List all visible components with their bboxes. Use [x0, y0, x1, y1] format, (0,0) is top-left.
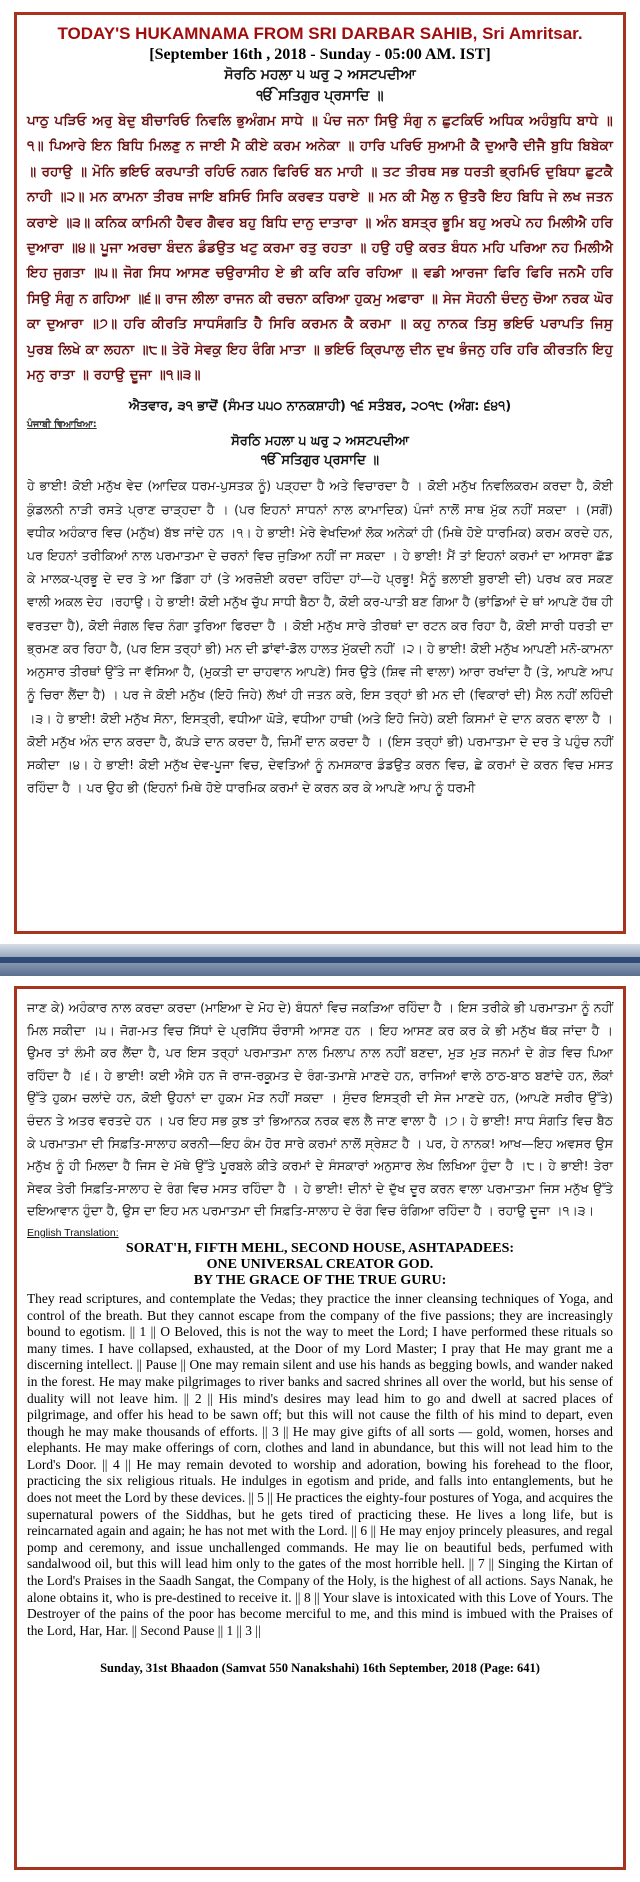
- punjabi-explanation-part-2: ਜਾਣ ਕੇ) ਅਹੰਕਾਰ ਨਾਲ ਕਰਦਾ ਕਰਦਾ (ਮਾਇਆ ਦੇ ਮੋਹ ਦੇ) ਬੰਧਨਾਂ ਵਿਚ ਜਕੜਿਆ ਰਹਿੰਦਾ ਹੈ । ਇਸ ਤਰੀਕੇ ਭੀ ਪਰਮਾਤਮਾ ਨੂੰ ਨਹੀਂ ਮਿਲ ਸਕੀਦਾ ।੫। ਜੋਗ-ਮਤ ਵਿਚ ਸਿੱਧਾਂ ਦੇ ਪ੍ਰਸਿੱਧ ਚੌਰਾਸੀ ਆਸਣ ਹਨ । ਇਹ ਆਸਣ ਕਰ ਕਰ ਕੇ ਭੀ ਮਨੁੱਖ ਥੱਕ ਜਾਂਦਾ ਹੈ । ਉਮਰ ਤਾਂ ਲੰਮੀ ਕਰ ਲੈਂਦਾ ਹੈ, ਪਰ ਇਸ ਤਰ੍ਹਾਂ ਪਰਮਾਤਮਾ ਨਾਲ ਮਿਲਾਪ ਨਾਲ ਨਹੀਂ ਬਣਦਾ, ਮੁੜ ਮੁੜ ਜਨਮਾਂ ਦੇ ਗੇੜ ਵਿਚ ਪਿਆ ਰਹਿੰਦਾ ਹੈ ।੬। ਹੇ ਭਾਈ! ਕਈ ਐਸੇ ਹਨ ਜੋ ਰਾਜ-ਰਕੂਮਤ ਦੇ ਰੰਗ-ਤਮਾਸ਼ੇ ਮਾਣਦੇ ਹਨ, ਰਾਜਿਆਂ ਵਾਲੇ ਠਾਠ-ਬਾਠ ਬਣਾਂਦੇ ਹਨ, ਲੋਕਾਂ ਉੱਤੇ ਹੁਕਮ ਚਲਾਂਦੇ ਹਨ, ਕੋਈ ਉਹਨਾਂ ਦਾ ਹੁਕਮ ਮੋੜ ਨਹੀਂ ਸਕਦਾ । ਸੁੰਦਰ ਇਸਤ੍ਰੀ ਦੀ ਸੇਜ ਮਾਣਦੇ ਹਨ, (ਆਪਣੇ ਸਰੀਰ ਉੱਤੇ) ਚੰਦਨ ਤੇ ਅਤਰ ਵਰਤਦੇ ਹਨ । ਪਰ ਇਹ ਸਭ ਕੁਝ ਤਾਂ ਭਿਆਨਕ ਨਰਕ ਵਲ ਲੈ ਜਾਣ ਵਾਲਾ ਹੈ ।੭। ਹੇ ਭਾਈ! ਸਾਧ ਸੰਗਤਿ ਵਿਚ ਬੈਠ ਕੇ ਪਰਮਾਤਮਾ ਦੀ ਸਿਫ਼ਤਿ-ਸਾਲਾਹ ਕਰਨੀ—ਇਹ ਕੰਮ ਹੋਰ ਸਾਰੇ ਕਰਮਾਂ ਨਾਲੋਂ ਸ੍ਰੇਸ਼ਟ ਹੈ । ਪਰ, ਹੇ ਨਾਨਕ! ਆਖ—ਇਹ ਅਵਸਰ ਉਸ ਮਨੁੱਖ ਨੂੰ ਹੀ ਮਿਲਦਾ ਹੈ ਜਿਸ ਦੇ ਮੱਥੇ ਉੱਤੇ ਪੂਰਬਲੇ ਕੀਤੇ ਕਰਮਾਂ ਦੇ ਸੰਸਕਾਰਾਂ ਅਨੁਸਾਰ ਲੇਖ ਲਿਖਿਆ ਹੁੰਦਾ ਹੈ ।੮। ਹੇ ਭਾਈ! ਤੇਰਾ ਸੇਵਕ ਤੇਰੀ ਸਿਫ਼ਤਿ-ਸਾਲਾਹ ਦੇ ਰੰਗ ਵਿਚ ਮਸਤ ਰਹਿੰਦਾ ਹੈ । ਹੇ ਭਾਈ! ਦੀਨਾਂ ਦੇ ਦੁੱਖ ਦੂਰ ਕਰਨ ਵਾਲਾ ਪਰਮਾਤਮਾ ਜਿਸ ਮਨੁੱਖ ਉੱਤੇ ਦਇਆਵਾਨ ਹੁੰਦਾ ਹੈ, ਉਸ ਦਾ ਇਹ ਮਨ ਪਰਮਾਤਮਾ ਦੀ ਸਿਫ਼ਤਿ-ਸਾਲਾਹ ਦੇ ਰੰਗ ਵਿਚ ਰੰਗਿਆ ਰਹਿੰਦਾ ਹੈ । ਰਹਾਉ ਦੂਜਾ ।੧।੩।: [27, 1000, 613, 1219]
- hukamnama-page-1: [14, 12, 626, 934]
- english-heading-raag: SORAT'H, FIFTH MEHL, SECOND HOUSE, ASHTAPADEES:: [125, 1240, 515, 1256]
- hukamnama-page-2: [14, 986, 626, 1870]
- punjabi-explanation-part-1: ਹੇ ਭਾਈ! ਕੋਈ ਮਨੁੱਖ ਵੇਦ (ਆਦਿਕ ਧਰਮ-ਪੁਸਤਕ ਨੂੰ) ਪੜ੍ਹਦਾ ਹੈ ਅਤੇ ਵਿਚਾਰਦਾ ਹੈ । ਕੋਈ ਮਨੁੱਖ ਨਿਵਲਿਕਰਮ ਕਰਦਾ ਹੈ, ਕੋਈ ਕੁੰਡਲਨੀ ਨਾੜੀ ਰਸਤੇ ਪ੍ਰਾਣ ਚਾੜ੍ਹਦਾ ਹੈ । (ਪਰ ਇਹਨਾਂ ਸਾਧਨਾਂ ਨਾਲ ਕਾਮਾਦਿਕ) ਪੰਜਾਂ ਨਾਲੋਂ ਸਾਥ ਮੁੱਕ ਨਹੀਂ ਸਕਦਾ । (ਸਗੋਂ) ਵਧੀਕ ਅਹੰਕਾਰ ਵਿਚ (ਮਨੁੱਖ) ਬੱਝ ਜਾਂਦੇ ਹਨ ।੧। ਹੇ ਭਾਈ! ਮੇਰੇ ਵੇਖਦਿਆਂ ਲੋਕ ਅਨੇਕਾਂ ਹੀ (ਮਿਥੇ ਹੋਏ ਧਾਰਮਿਕ) ਕਰਮ ਕਰਦੇ ਹਨ, ਪਰ ਇਹਨਾਂ ਤਰੀਕਿਆਂ ਨਾਲ ਪਰਮਾਤਮਾ ਦੇ ਚਰਨਾਂ ਵਿਚ ਜੁੜਿਆ ਨਹੀਂ ਜਾ ਸਕਦਾ । ਹੇ ਭਾਈ! ਮੈਂ ਤਾਂ ਇਹਨਾਂ ਕਰਮਾਂ ਦਾ ਆਸਰਾ ਛੱਡ ਕੇ ਮਾਲਕ-ਪ੍ਰਭੂ ਦੇ ਦਰ ਤੇ ਆ ਡਿੱਗਾ ਹਾਂ (ਤੇ ਅਰਜ਼ੋਈ ਕਰਦਾ ਰਹਿੰਦਾ ਹਾਂ—ਹੇ ਪ੍ਰਭੂ! ਮੈਨੂੰ ਭਲਾਈ ਬੁਰਾਈ ਦੀ) ਪਰਖ ਕਰ ਸਕਣ ਵਾਲੀ ਅਕਲ ਦੇਹ ।ਰਹਾਉ। ਹੇ ਭਾਈ! ਕੋਈ ਮਨੁੱਖ ਚੁੱਪ ਸਾਧੀ ਬੈਠਾ ਹੈ, ਕੋਈ ਕਰ-ਪਾਤੀ ਬਣ ਗਿਆ ਹੈ (ਭਾਂਡਿਆਂ ਦੇ ਥਾਂ ਆਪਣੇ ਹੱਥ ਹੀ ਵਰਤਦਾ ਹੈ), ਕੋਈ ਜੰਗਲ ਵਿਚ ਨੰਗਾ ਤੁਰਿਆ ਫਿਰਦਾ ਹੈ । ਕੋਈ ਮਨੁੱਖ ਸਾਰੇ ਤੀਰਥਾਂ ਦਾ ਰਟਨ ਕਰ ਰਿਹਾ ਹੈ, ਕੋਈ ਸਾਰੀ ਧਰਤੀ ਦਾ ਭ੍ਰਮਣ ਕਰ ਰਿਹਾ ਹੈ, (ਪਰ ਇਸ ਤਰ੍ਹਾਂ ਭੀ) ਮਨ ਦੀ ਡਾਂਵਾਂ-ਡੋਲ ਹਾਲਤ ਮੁੱਕਦੀ ਨਹੀਂ ।੨। ਹੇ ਭਾਈ! ਕੋਈ ਮਨੁੱਖ ਆਪਣੀ ਮਨੋ-ਕਾਮਨਾ ਅਨੁਸਾਰ ਤੀਰਥਾਂ ਉੱਤੇ ਜਾ ਵੱਸਿਆ ਹੈ, (ਮੁਕਤੀ ਦਾ ਚਾਹਵਾਨ ਆਪਣੇ) ਸਿਰ ਉਤੇ (ਸ਼ਿਵ ਜੀ ਵਾਲਾ) ਆਰਾ ਰਖਾਂਦਾ ਹੈ (ਤੇ, ਆਪਣੇ ਆਪ ਨੂੰ ਚਿਰਾ ਲੈਂਦਾ ਹੈ) । ਪਰ ਜੇ ਕੋਈ ਮਨੁੱਖ (ਇਹੋ ਜਿਹੇ) ਲੱਖਾਂ ਹੀ ਜਤਨ ਕਰੇ, ਇਸ ਤਰ੍ਹਾਂ ਭੀ ਮਨ ਦੀ (ਵਿਕਾਰਾਂ ਦੀ) ਮੈਲ ਨਹੀਂ ਲਹਿੰਦੀ ।੩। ਹੇ ਭਾਈ! ਕੋਈ ਮਨੁੱਖ ਸੋਨਾ, ਇਸਤ੍ਰੀ, ਵਧੀਆ ਘੋੜੇ, ਵਧੀਆ ਹਾਥੀ (ਅਤੇ ਇਹੋ ਜਿਹੇ) ਕਈ ਕਿਸਮਾਂ ਦੇ ਦਾਨ ਕਰਨ ਵਾਲਾ ਹੈ । ਕੋਈ ਮਨੁੱਖ ਅੰਨ ਦਾਨ ਕਰਦਾ ਹੈ, ਕੱਪੜੇ ਦਾਨ ਕਰਦਾ ਹੈ, ਜ਼ਿਮੀਂ ਦਾਨ ਕਰਦਾ ਹੈ । (ਇਸ ਤਰ੍ਹਾਂ ਭੀ) ਪਰਮਾਤਮਾ ਦੇ ਦਰ ਤੇ ਪਹੁੰਚ ਨਹੀਂ ਸਕੀਦਾ ।੪। ਹੇ ਭਾਈ! ਕੋਈ ਮਨੁੱਖ ਦੇਵ-ਪੂਜਾ ਵਿਚ, ਦੇਵਤਿਆਂ ਨੂੰ ਨਮਸਕਾਰ ਡੰਡਉਤ ਕਰਨ ਵਿਚ, ਛੇ ਕਰਮਾਂ ਦੇ ਕਰਨ ਵਿਚ ਮਸਤ ਰਹਿੰਦਾ ਹੈ । ਪਰ ਉਹ ਭੀ (ਇਹਨਾਂ ਮਿਥੇ ਹੋਏ ਧਾਰਮਿਕ ਕਰਮਾਂ ਦੇ ਕਰਨ ਕਰ ਕੇ ਆਪਣੇ ਆਪ ਨੂੰ ਧਰਮੀ: [27, 478, 613, 796]
- english-translation-label: English Translation:: [27, 1226, 119, 1239]
- page-separator: [0, 944, 640, 976]
- footer-date-line: Sunday, 31st Bhaadon (Samvat 550 Nanakshahi) 16th September, 2018 (Page: 641): [100, 1661, 540, 1676]
- hukamnama-title: TODAY'S HUKAMNAMA FROM SRI DARBAR SAHIB, Sri Amritsar.: [57, 24, 583, 43]
- separator-bar: [0, 957, 640, 963]
- punjabi-date-line: ਐਤਵਾਰ, ੩੧ ਭਾਦੋਂ (ਸੰਮਤ ੫੫੦ ਨਾਨਕਸ਼ਾਹੀ) ੧੬ ਸਤੰਬਰ, ੨੦੧੮ (ਅੰਗ: ੬੪੧): [128, 399, 512, 415]
- gurmukhi-shabad-text: ਪਾਠੁ ਪੜਿਓ ਅਰੁ ਬੇਦੁ ਬੀਚਾਰਿਓ ਨਿਵਲਿ ਭੁਅੰਗਮ ਸਾਧੇ ॥ ਪੰਚ ਜਨਾ ਸਿਉ ਸੰਗੁ ਨ ਛੁਟਕਿਓ ਅਧਿਕ ਅਹੰਬੁਧਿ ਬਾਧੇ ॥੧॥ ਪਿਆਰੇ ਇਨ ਬਿਧਿ ਮਿਲਣੁ ਨ ਜਾਈ ਮੈ ਕੀਏ ਕਰਮ ਅਨੇਕਾ ॥ ਹਾਰਿ ਪਰਿਓ ਸੁਆਮੀ ਕੈ ਦੁਆਰੈ ਦੀਜੈ ਬੁਧਿ ਬਿਬੇਕਾ ॥ ਰਹਾਉ ॥ ਮੋਨਿ ਭਇਓ ਕਰਪਾਤੀ ਰਹਿਓ ਨਗਨ ਫਿਰਿਓ ਬਨ ਮਾਹੀ ॥ ਤਟ ਤੀਰਥ ਸਭ ਧਰਤੀ ਭ੍ਰਮਿਓ ਦੁਬਿਧਾ ਛੁਟਕੈ ਨਾਹੀ ॥੨॥ ਮਨ ਕਾਮਨਾ ਤੀਰਥ ਜਾਇ ਬਸਿਓ ਸਿਰਿ ਕਰਵਤ ਧਰਾਏ ॥ ਮਨ ਕੀ ਮੈਲੁ ਨ ਉਤਰੈ ਇਹ ਬਿਧਿ ਜੇ ਲਖ ਜਤਨ ਕਰਾਏ ॥੩॥ ਕਨਿਕ ਕਾਮਿਨੀ ਹੈਵਰ ਗੈਵਰ ਬਹੁ ਬਿਧਿ ਦਾਨੁ ਦਾਤਾਰਾ ॥ ਅੰਨ ਬਸਤ੍ਰ ਭੂਮਿ ਬਹੁ ਅਰਪੇ ਨਹ ਮਿਲੀਐ ਹਰਿ ਦੁਆਰਾ ॥੪॥ ਪੂਜਾ ਅਰਚਾ ਬੰਦਨ ਡੰਡਉਤ ਖਟੁ ਕਰਮਾ ਰਤੁ ਰਹਤਾ ॥ ਹਉ ਹਉ ਕਰਤ ਬੰਧਨ ਮਹਿ ਪਰਿਆ ਨਹ ਮਿਲੀਐ ਇਹ ਜੁਗਤਾ ॥੫॥ ਜੋਗ ਸਿਧ ਆਸਣ ਚਉਰਾਸੀਹ ਏ ਭੀ ਕਰਿ ਕਰਿ ਰਹਿਆ ॥ ਵਡੀ ਆਰਜਾ ਫਿਰਿ ਫਿਰਿ ਜਨਮੈ ਹਰਿ ਸਿਉ ਸੰਗੁ ਨ ਗਹਿਆ ॥੬॥ ਰਾਜ ਲੀਲਾ ਰਾਜਨ ਕੀ ਰਚਨਾ ਕਰਿਆ ਹੁਕਮੁ ਅਫਾਰਾ ॥ ਸੇਜ ਸੋਹਨੀ ਚੰਦਨੁ ਚੋਆ ਨਰਕ ਘੋਰ ਕਾ ਦੁਆਰਾ ॥੭॥ ਹਰਿ ਕੀਰਤਿ ਸਾਧਸੰਗਤਿ ਹੈ ਸਿਰਿ ਕਰਮਨ ਕੈ ਕਰਮਾ ॥ ਕਹੁ ਨਾਨਕ ਤਿਸੁ ਭਇਓ ਪਰਾਪਤਿ ਜਿਸੁ ਪੁਰਬ ਲਿਖੇ ਕਾ ਲਹਨਾ ॥੮॥ ਤੇਰੋ ਸੇਵਕੁ ਇਹ ਰੰਗਿ ਮਾਤਾ ॥ ਭਇਓ ਕ੍ਰਿਪਾਲੁ ਦੀਨ ਦੁਖ ਭੰਜਨੁ ਹਰਿ ਹਰਿ ਕੀਰਤਨਿ ਇਹੁ ਮਨੁ ਰਾਤਾ ॥ ਰਹਾਉ ਦੂਜਾ ॥੧॥੩॥: [27, 113, 613, 384]
- english-heading-grace: BY THE GRACE OF THE TRUE GURU:: [193, 1272, 447, 1288]
- english-translation-text: They read scriptures, and contemplate the Vedas; they practice the inner cleansing techniques of Yoga, and control of the breath. But they cannot escape from the company of the five passions; they are increasingly bound to egotism. || 1 || O Beloved, this is not the way to meet the Lord; I have performed these rituals so many times. I have collapsed, exhausted, at the Door of my Lord Master; I pray that He may grant me a discerning intellect. || Pause || One may remain silent and use his hands as begging bowls, and wander naked in the forest. He may make pilgrimages to river banks and sacred shrines all over the world, but his sense of duality will not leave him. || 2 || His mind's desires may lead him to go and dwell at sacred places of pilgrimage, and offer his head to be sawn off; but this will not cause the filth of his mind to depart, even though he may make thousands of efforts. || 3 || He may give gifts of all sorts — gold, women, horses and elephants. He may make offerings of corn, clothes and land in abundance, but this will not lead him to the Lord's Door. || 4 || He may remain devoted to worship and adoration, bowing his forehead to the floor, practicing the six religious rituals. He indulges in egotism and pride, and falls into entanglements, but he does not meet the Lord by these devices. || 5 || He practices the eighty-four postures of Yoga, and acquires the supernatural powers of the Siddhas, but he gets tired of practicing these. He lives a long life, but is reincarnated again and again; he has not met with the Lord. || 6 || He may enjoy princely pleasures, and regal pomp and ceremony, and issue unchallenged commands. He may lie on beautiful beds, perfumed with sandalwood oil, but this will lead him only to the gates of the most horrible hell. || 7 || Singing the Kirtan of the Lord's Praises in the Saadh Sangat, the Company of the Holy, is the highest of all actions. Says Nanak, he alone obtains it, who is pre-destined to receive it. || 8 || Your slave is intoxicated with this Love of Yours. The Destroyer of the pains of the poor has become merciful to me, and this mind is imbued with the Praises of the Lord, Har, Har. || Second Pause || 1 || 3 ||: [27, 1290, 613, 1638]
- punjabi-mangal: ੴ ਸਤਿਗੁਰ ਪ੍ਰਸਾਦਿ ॥: [260, 453, 380, 469]
- gurmukhi-raag-heading: ਸੋਰਠਿ ਮਹਲਾ ੫ ਘਰੁ ੨ ਅਸਟਪਦੀਆ: [224, 67, 416, 83]
- punjabi-raag-heading: ਸੋਰਠਿ ਮਹਲਾ ੫ ਘਰੁ ੨ ਅਸਟਪਦੀਆ: [231, 434, 409, 450]
- hukamnama-date: [September 16th , 2018 - Sunday - 05:00 AM. IST]: [149, 46, 491, 63]
- english-heading-creator: ONE UNIVERSAL CREATOR GOD.: [206, 1256, 434, 1272]
- punjabi-vyakhya-label: ਪੰਜਾਬੀ ਵਿਆਖਿਆ:: [27, 419, 97, 431]
- gurmukhi-mangal: ੴ ਸਤਿਗੁਰ ਪ੍ਰਸਾਦਿ ॥: [256, 88, 384, 104]
